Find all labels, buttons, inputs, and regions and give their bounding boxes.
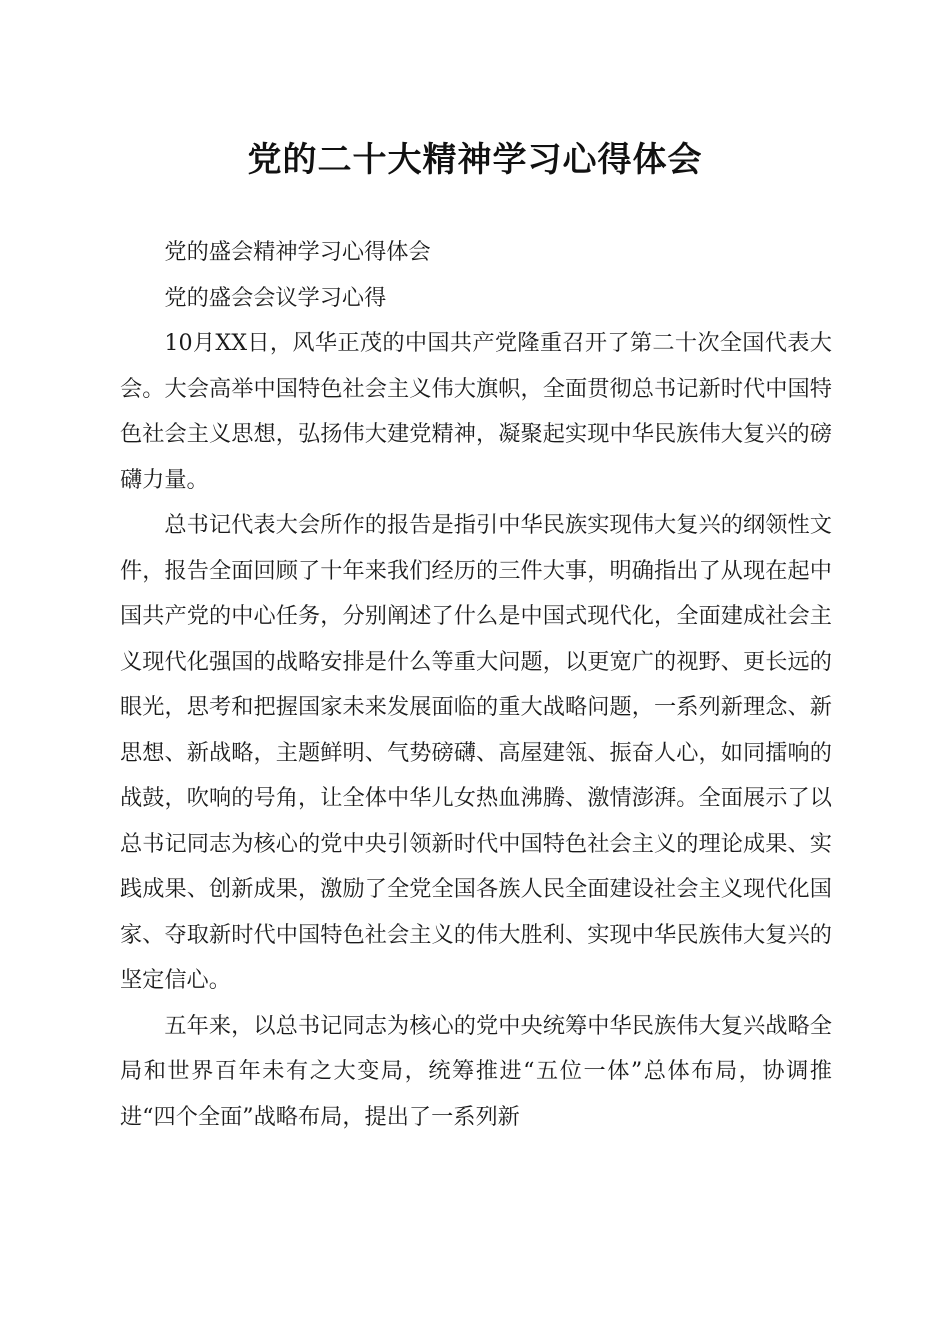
body-paragraph-2: 总书记代表大会所作的报告是指引中华民族实现伟大复兴的纲领性文件，报告全面回顾了十年来我们经历的三件大事，明确指出了从现在起中国共产党的中心任务，分别阐述了什么是中国式现代化，全面建成社会主义现代化强国的战略安排是什么等重大问题，以更宽广的视野、更长远的眼光，思考和把握国家未来发展面临的重大战略问题，一系列新理念、新思想、新战略，主题鲜明、气势磅礴、高屋建瓴、振奋人心，如同擂响的战鼓，吹响的号角，让全体中华儿女热血沸腾、激情澎湃。全面展示了以总书记同志为核心的党中央引领新时代中国特色社会主义的理论成果、实践成果、创新成果，激励了全党全国各族人民全面建设社会主义现代化国家、夺取新时代中国特色社会主义的伟大胜利、实现中华民族伟大复兴的坚定信心。 xyxy=(120,512,832,993)
document-title: 党的二十大精神学习心得体会 xyxy=(247,140,703,180)
body-paragraph-3: 五年来，以总书记同志为核心的党中央统筹中华民族伟大复兴战略全局和世界百年未有之大变局，统筹推进“五位一体”总体布局，协调推进“四个全面”战略布局，提出了一系列新 xyxy=(120,1012,832,1130)
body-paragraph-1: 10月XX日，风华正茂的中国共产党隆重召开了第二十次全国代表大会。大会高举中国特色社会主义伟大旗帜，全面贯彻总书记新时代中国特色社会主义思想，弘扬伟大建党精神，凝聚起实现中华民族伟大复兴的磅礴力量。 xyxy=(120,330,832,493)
subtitle-line-1: 党的盛会精神学习心得体会 xyxy=(164,239,431,265)
document-body xyxy=(120,230,832,1140)
subtitle-line-2: 党的盛会会议学习心得 xyxy=(164,284,387,311)
